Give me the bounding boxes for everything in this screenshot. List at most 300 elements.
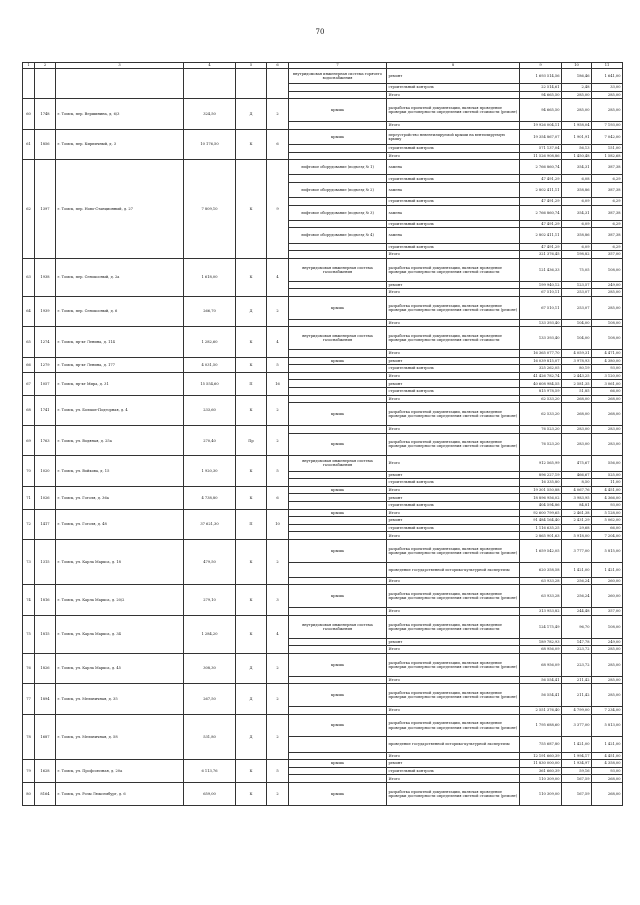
limit-cost-cell: 285,00: [592, 646, 623, 654]
work-type-cell: разработка проектной документации, включая проведение проверки достоверности определения сметной стоимости (ремонт): [387, 684, 520, 707]
area-cell: 479,50: [184, 539, 236, 585]
element-cell: крыша: [289, 760, 387, 768]
class-cell: К: [236, 357, 267, 372]
cost-cell: 1 116 635,25: [520, 524, 562, 532]
class-cell: П: [236, 509, 267, 539]
element-cell: внутридомовая инженерная система газоснабжения: [289, 456, 387, 471]
table-row: [23, 160, 623, 175]
work-type-cell: разработка проектной документации, включая проведение проверки достоверности определения сметной стоимости (ремонт): [387, 714, 520, 737]
address-cell: г. Томск, ул. Войкова, д. 15: [56, 456, 184, 486]
unit-cost-cell: 3 978,93: [562, 357, 592, 365]
work-type-cell: Итого: [387, 350, 520, 358]
work-type-cell: переустройство невентилируемой крыши на вентилируемую крышу: [387, 129, 520, 144]
work-type-cell: ремонт: [387, 357, 520, 365]
house-id-cell: 1826: [35, 653, 56, 683]
cost-cell: 67 510,11: [520, 296, 562, 319]
limit-cost-cell: 387,38: [592, 182, 623, 197]
row-number-cell: 76: [23, 653, 35, 683]
class-cell: К: [236, 539, 267, 585]
work-type-cell: строительный контроль: [387, 767, 520, 775]
house-id-cell: [35, 69, 56, 99]
limit-cost-cell: 283,00: [592, 425, 623, 433]
cost-cell: 19 926 004,11: [520, 122, 562, 130]
unit-cost-cell: 3 777,00: [562, 539, 592, 562]
limit-cost-cell: 4 471,00: [592, 350, 623, 358]
cost-cell: 11 526 908,86: [520, 152, 562, 160]
floors-cell: 2: [267, 539, 289, 585]
unit-cost-cell: 5 918,00: [562, 532, 592, 540]
element-cell: лифтовое оборудование (подъезд № 1): [289, 160, 387, 175]
cost-cell: 76 523,20: [520, 433, 562, 456]
area-cell: 15 554,60: [184, 372, 236, 395]
work-type-cell: разработка проектной документации, включая проведение проверки достоверности определения сметной стоимости (ремонт): [387, 433, 520, 456]
element-cell: [289, 775, 387, 783]
class-cell: Д: [236, 296, 267, 326]
cost-cell: 12 191 660,39: [520, 752, 562, 760]
house-id-cell: 1274: [35, 327, 56, 357]
class-cell: К: [236, 327, 267, 357]
table-row: [23, 684, 623, 707]
area-cell: 267,50: [184, 684, 236, 714]
table-row: [23, 296, 623, 319]
unit-cost-cell: 268,00: [562, 395, 592, 403]
element-cell: крыша: [289, 433, 387, 456]
cost-cell: 199 940,12: [520, 281, 562, 289]
work-type-cell: Итого: [387, 122, 520, 130]
class-cell: К: [236, 783, 267, 806]
element-cell: крыша: [289, 714, 387, 737]
element-cell: [289, 471, 387, 479]
cost-cell: 815 978,59: [520, 388, 562, 396]
row-number-cell: 74: [23, 585, 35, 615]
element-cell: [289, 577, 387, 585]
unit-cost-cell: 354,31: [562, 160, 592, 175]
element-cell: [289, 494, 387, 502]
limit-cost-cell: 5 813,00: [592, 714, 623, 737]
col-header: 4: [184, 63, 236, 69]
work-type-cell: Итого: [387, 775, 520, 783]
element-cell: [289, 380, 387, 388]
table-row: [23, 615, 623, 638]
cost-cell: 321 376,45: [520, 251, 562, 259]
work-type-cell: разработка проектной документации, включая проведение проверки достоверности определения сметной стоимости: [387, 327, 520, 350]
col-header: 5: [236, 63, 267, 69]
row-number-cell: 68: [23, 395, 35, 425]
cost-cell: 755 687,80: [520, 737, 562, 752]
area-cell: [184, 69, 236, 99]
area-cell: 270,40: [184, 425, 236, 455]
unit-cost-cell: 253,07: [562, 289, 592, 297]
table-row: [23, 372, 623, 380]
element-cell: [289, 198, 387, 206]
cost-cell: 571 137,04: [520, 144, 562, 152]
table-row: [23, 539, 623, 562]
row-number-cell: 66: [23, 357, 35, 372]
class-cell: К: [236, 456, 267, 486]
limit-cost-cell: 1 582,68: [592, 152, 623, 160]
limit-cost-cell: 4 451,00: [592, 486, 623, 494]
work-type-cell: разработка проектной документации, включая проведение проверки достоверности определения сметной стоимости (ремонт): [387, 539, 520, 562]
class-cell: К: [236, 760, 267, 783]
table-row: [23, 760, 623, 768]
unit-cost-cell: 285,00: [562, 99, 592, 122]
class-cell: К: [236, 258, 267, 296]
cost-cell: 2 766 860,74: [520, 205, 562, 220]
table-row: [23, 99, 623, 122]
table-row: [23, 456, 623, 471]
work-type-cell: ремонт: [387, 281, 520, 289]
element-cell: [289, 524, 387, 532]
col-header: 3: [56, 63, 184, 69]
work-type-cell: проведение государственной историко-культурной экспертизы: [387, 737, 520, 752]
cost-cell: 325 262,05: [520, 365, 562, 373]
limit-cost-cell: 108,00: [592, 615, 623, 638]
row-number-cell: [23, 69, 35, 99]
element-cell: крыша: [289, 486, 387, 494]
floors-cell: 2: [267, 99, 289, 129]
house-id-cell: 1020: [35, 456, 56, 486]
work-type-cell: ремонт: [387, 471, 520, 479]
limit-cost-cell: 93,00: [592, 501, 623, 509]
cost-cell: 1 795 688,60: [520, 714, 562, 737]
row-number-cell: 69: [23, 425, 35, 455]
area-cell: 531,80: [184, 714, 236, 760]
work-type-cell: Итого: [387, 289, 520, 297]
unit-cost-cell: 4 059,31: [562, 350, 592, 358]
work-type-cell: строительный контроль: [387, 479, 520, 487]
cost-cell: 47 491,29: [520, 220, 562, 228]
area-cell: 1 282,60: [184, 327, 236, 357]
work-type-cell: Итого: [387, 91, 520, 99]
unit-cost-cell: 358,86: [562, 182, 592, 197]
cost-cell: 16 335,80: [520, 479, 562, 487]
cost-cell: 63 933,28: [520, 577, 562, 585]
unit-cost-cell: 167,59: [562, 783, 592, 806]
floors-cell: 4: [267, 615, 289, 653]
element-cell: [289, 220, 387, 228]
cost-cell: 361 660,39: [520, 767, 562, 775]
row-number-cell: 77: [23, 684, 35, 714]
row-number-cell: 65: [23, 327, 35, 357]
limit-cost-cell: 4 366,00: [592, 494, 623, 502]
address-cell: г. Томск, ул. Розы Люксембург, д. 6: [56, 783, 184, 806]
cost-cell: 41 426 782,74: [520, 372, 562, 380]
unit-cost-cell: 223,72: [562, 653, 592, 676]
unit-cost-cell: 104,00: [562, 327, 592, 350]
unit-cost-cell: 285,00: [562, 91, 592, 99]
unit-cost-cell: 466,67: [562, 471, 592, 479]
cost-cell: 1 659 542,05: [520, 539, 562, 562]
address-cell: г. Томск, ул. Гоголя, д. 48: [56, 509, 184, 539]
element-cell: [289, 517, 387, 525]
class-cell: Д: [236, 714, 267, 760]
limit-cost-cell: 268,00: [592, 783, 623, 806]
cost-cell: 2 551 376,40: [520, 707, 562, 715]
area-cell: 37 621,30: [184, 509, 236, 539]
floors-cell: 2: [267, 714, 289, 760]
cost-cell: 56 554,41: [520, 676, 562, 684]
limit-cost-cell: 4 380,00: [592, 357, 623, 365]
cost-cell: 133 393,40: [520, 319, 562, 327]
limit-cost-cell: 268,00: [592, 395, 623, 403]
limit-cost-cell: 4 451,00: [592, 752, 623, 760]
unit-cost-cell: 123,57: [562, 281, 592, 289]
limit-cost-cell: 285,00: [592, 684, 623, 707]
work-type-cell: Итого: [387, 456, 520, 471]
table-row: [23, 714, 623, 737]
house-id-cell: 1279: [35, 357, 56, 372]
work-type-cell: строительный контроль: [387, 175, 520, 183]
address-cell: г. Томск, ул. Мельничная, д. 35: [56, 684, 184, 714]
address-cell: г. Томск, ул. Водяная, д. 25а: [56, 425, 184, 455]
unit-cost-cell: 198,82: [562, 251, 592, 259]
floors-cell: 10: [267, 509, 289, 539]
house-id-cell: 1057: [35, 372, 56, 395]
cost-cell: 110 309,00: [520, 775, 562, 783]
limit-cost-cell: 556,00: [592, 456, 623, 471]
work-type-cell: разработка проектной документации, включая проведение проверки достоверности определения сметной стоимости (ремонт): [387, 653, 520, 676]
limit-cost-cell: 6,29: [592, 220, 623, 228]
house-id-cell: 1815: [35, 615, 56, 653]
class-cell: К: [236, 585, 267, 615]
element-cell: крыша: [289, 585, 387, 608]
cost-cell: 313 953,82: [520, 608, 562, 616]
row-number-cell: 72: [23, 509, 35, 539]
house-id-cell: 1628: [35, 760, 56, 783]
unit-cost-cell: 1 901,91: [562, 129, 592, 144]
cost-cell: 1 693 514,56: [520, 69, 562, 84]
cost-cell: 121 436,33: [520, 258, 562, 281]
limit-cost-cell: 33,00: [592, 84, 623, 92]
floors-cell: 4: [267, 327, 289, 357]
unit-cost-cell: 223,72: [562, 646, 592, 654]
limit-cost-cell: 357,00: [592, 251, 623, 259]
unit-cost-cell: 6,09: [562, 243, 592, 251]
element-cell: [289, 425, 387, 433]
unit-cost-cell: 75,05: [562, 258, 592, 281]
work-type-cell: разработка проектной документации, включая проведение проверки достоверности определения сметной стоимости: [387, 615, 520, 638]
limit-cost-cell: 285,00: [592, 296, 623, 319]
element-cell: крыша: [289, 653, 387, 676]
limit-cost-cell: 1 641,00: [592, 69, 623, 84]
class-cell: К: [236, 486, 267, 509]
floors-cell: 3: [267, 585, 289, 615]
row-number-cell: 63: [23, 258, 35, 296]
work-type-cell: Итого: [387, 251, 520, 259]
unit-cost-cell: 104,00: [562, 319, 592, 327]
limit-cost-cell: 387,38: [592, 205, 623, 220]
address-cell: г. Томск, ул. Карла Маркса, д. 18: [56, 539, 184, 585]
unit-cost-cell: 475,67: [562, 456, 592, 471]
element-cell: [289, 638, 387, 646]
row-number-cell: 70: [23, 456, 35, 486]
house-id-cell: 1939: [35, 296, 56, 326]
house-id-cell: 1856: [35, 129, 56, 159]
cost-cell: 620 358,58: [520, 562, 562, 577]
element-cell: внутридомовая инженерная система газоснабжения: [289, 615, 387, 638]
work-type-cell: ремонт: [387, 760, 520, 768]
house-id-cell: 1748: [35, 99, 56, 129]
unit-cost-cell: 283,00: [562, 433, 592, 456]
floors-cell: 5: [267, 456, 289, 486]
address-cell: г. Томск, ул. Гоголя, д. 36а: [56, 486, 184, 509]
limit-cost-cell: 387,38: [592, 228, 623, 243]
unit-cost-cell: 1 994,17: [562, 752, 592, 760]
unit-cost-cell: 80,19: [562, 365, 592, 373]
limit-cost-cell: 66,00: [592, 524, 623, 532]
class-cell: П: [236, 372, 267, 395]
area-cell: 308,30: [184, 653, 236, 683]
element-cell: [289, 479, 387, 487]
row-number-cell: 60: [23, 99, 35, 129]
unit-cost-cell: 1 450,48: [562, 152, 592, 160]
limit-cost-cell: 1 421,00: [592, 562, 623, 577]
element-cell: [289, 372, 387, 380]
work-type-cell: Итого: [387, 532, 520, 540]
address-cell: [56, 69, 184, 99]
cost-cell: 2 802 411,11: [520, 228, 562, 243]
cost-cell: 67 510,11: [520, 289, 562, 297]
element-cell: [289, 281, 387, 289]
cost-cell: 47 491,29: [520, 175, 562, 183]
element-cell: крыша: [289, 129, 387, 144]
element-cell: крыша: [289, 99, 387, 122]
class-cell: К: [236, 129, 267, 159]
cost-cell: 47 491,29: [520, 243, 562, 251]
class-cell: К: [236, 615, 267, 653]
limit-cost-cell: 5 128,00: [592, 509, 623, 517]
table-row: [23, 486, 623, 494]
cost-cell: 47 491,29: [520, 198, 562, 206]
element-cell: [289, 676, 387, 684]
limit-cost-cell: 6,29: [592, 198, 623, 206]
cost-cell: 94 665,50: [520, 99, 562, 122]
work-type-cell: замена: [387, 160, 520, 175]
work-type-cell: Итого: [387, 752, 520, 760]
work-type-cell: Итого: [387, 676, 520, 684]
cost-cell: 124 175,49: [520, 615, 562, 638]
address-cell: г. Томск, ул. Карла Маркса, д. 45: [56, 653, 184, 683]
cost-cell: 56 554,41: [520, 684, 562, 707]
cost-cell: 110 309,00: [520, 783, 562, 806]
cost-cell: 19 301 550,88: [520, 486, 562, 494]
col-header: 6: [267, 63, 289, 69]
unit-cost-cell: 283,00: [562, 425, 592, 433]
floors-cell: [267, 69, 289, 99]
area-cell: 4 738,80: [184, 486, 236, 509]
class-cell: Пр: [236, 425, 267, 455]
col-header: 8: [387, 63, 520, 69]
col-header: 1: [23, 63, 35, 69]
class-cell: К: [236, 160, 267, 259]
work-type-cell: строительный контроль: [387, 220, 520, 228]
class-cell: Д: [236, 653, 267, 683]
element-cell: [289, 175, 387, 183]
col-header: 2: [35, 63, 56, 69]
work-type-cell: замена: [387, 182, 520, 197]
element-cell: [289, 84, 387, 92]
floors-cell: 2: [267, 684, 289, 714]
limit-cost-cell: 11,00: [592, 479, 623, 487]
work-type-cell: ремонт: [387, 380, 520, 388]
limit-cost-cell: 7 042,00: [592, 129, 623, 144]
limit-cost-cell: 268,00: [592, 403, 623, 426]
floors-cell: 5: [267, 760, 289, 783]
table-row: [23, 653, 623, 676]
floors-cell: 6: [267, 129, 289, 159]
address-cell: г. Томск, пр-кт Мира, д. 31: [56, 372, 184, 395]
house-id-cell: 1417: [35, 509, 56, 539]
row-number-cell: 73: [23, 539, 35, 585]
unit-cost-cell: 59,16: [562, 767, 592, 775]
limit-cost-cell: 7 234,00: [592, 707, 623, 715]
work-type-cell: Итого: [387, 707, 520, 715]
work-type-cell: разработка проектной документации, включая проведение проверки достоверности определения сметной стоимости: [387, 258, 520, 281]
limit-cost-cell: 66,00: [592, 388, 623, 396]
unit-cost-cell: 6,08: [562, 175, 592, 183]
element-cell: [289, 388, 387, 396]
floors-cell: 2: [267, 425, 289, 455]
row-number-cell: 71: [23, 486, 35, 509]
limit-cost-cell: 283,00: [592, 433, 623, 456]
unit-cost-cell: 96,70: [562, 615, 592, 638]
unit-cost-cell: 167,59: [562, 775, 592, 783]
table-row: [23, 327, 623, 350]
row-number-cell: 78: [23, 714, 35, 760]
house-id-cell: 1763: [35, 425, 56, 455]
limit-cost-cell: 387,38: [592, 160, 623, 175]
floors-cell: 2: [267, 653, 289, 683]
house-id-cell: 1315: [35, 539, 56, 585]
limit-cost-cell: 285,00: [592, 676, 623, 684]
limit-cost-cell: 3 061,00: [592, 380, 623, 388]
row-number-cell: 79: [23, 760, 35, 783]
table-row: [23, 395, 623, 403]
unit-cost-cell: 51,85: [562, 388, 592, 396]
floors-cell: 9: [267, 160, 289, 259]
address-cell: г. Томск, пр-кт Ленина, д. 177: [56, 357, 184, 372]
area-cell: 233,60: [184, 395, 236, 425]
limit-cost-cell: 151,00: [592, 144, 623, 152]
table-row: [23, 585, 623, 608]
work-type-cell: строительный контроль: [387, 84, 520, 92]
unit-cost-cell: 84,81: [562, 501, 592, 509]
address-cell: г. Томск, пер. Вершинина, д. 6/3: [56, 99, 184, 129]
limit-cost-cell: 1 421,00: [592, 737, 623, 752]
address-cell: г. Томск, пер. Сенокосный, д. 6: [56, 296, 184, 326]
table-row: [23, 509, 623, 517]
unit-cost-cell: 3 377,00: [562, 714, 592, 737]
element-cell: [289, 122, 387, 130]
house-id-cell: 1816: [35, 585, 56, 615]
unit-cost-cell: 1 421,00: [562, 562, 592, 577]
work-type-cell: проведение государственной историко-культурной экспертизы: [387, 562, 520, 577]
cost-cell: 62 533,20: [520, 395, 562, 403]
class-cell: [236, 69, 267, 99]
cost-cell: 76 523,20: [520, 425, 562, 433]
floors-cell: 5: [267, 357, 289, 372]
house-id-cell: 1894: [35, 684, 56, 714]
col-header: 10: [562, 63, 592, 69]
element-cell: [289, 501, 387, 509]
unit-cost-cell: 253,07: [562, 296, 592, 319]
floors-cell: 6: [267, 486, 289, 509]
cost-cell: 62 533,20: [520, 403, 562, 426]
limit-cost-cell: 357,00: [592, 608, 623, 616]
house-id-cell: 1938: [35, 258, 56, 296]
area-cell: 6 113,76: [184, 760, 236, 783]
work-type-cell: Итого: [387, 577, 520, 585]
